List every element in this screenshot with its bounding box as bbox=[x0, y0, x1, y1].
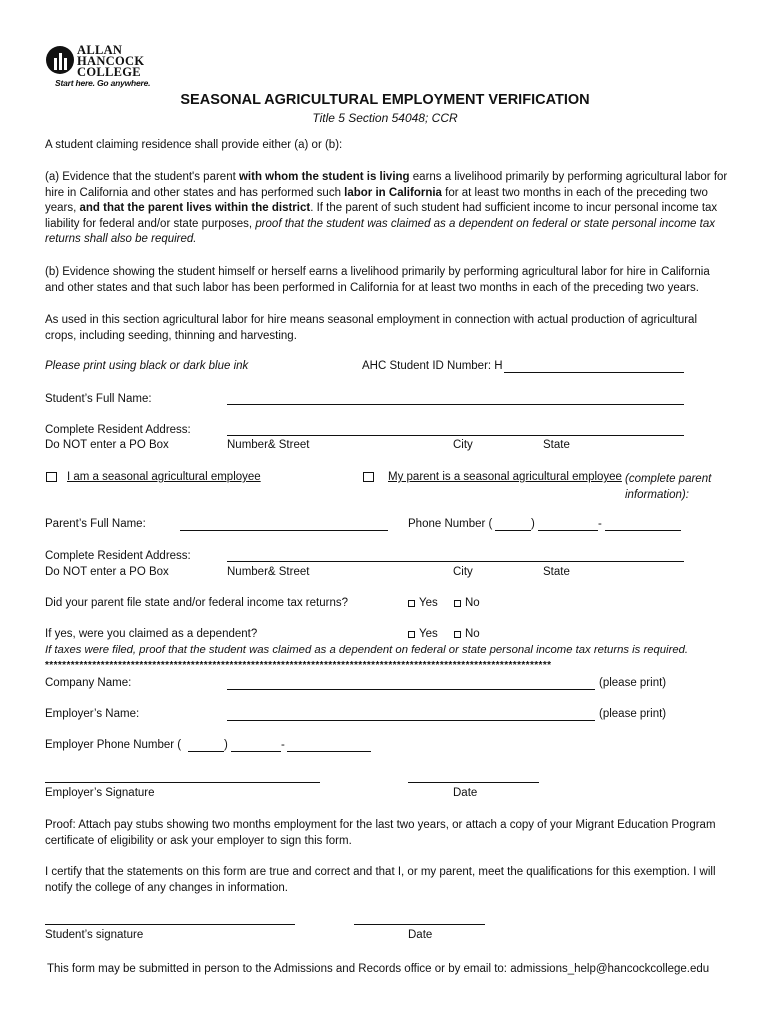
parent-address-field[interactable] bbox=[227, 561, 684, 562]
paragraph-definition: As used in this section agricultural labor for hire means seasonal employment in connection with actual production of agricultural crops, including seeding, thinning and harvesting. bbox=[45, 314, 698, 342]
student-signature-field[interactable] bbox=[45, 924, 295, 925]
parent-city-caption: City bbox=[453, 566, 473, 578]
student-name-label: Student’s Full Name: bbox=[45, 393, 152, 405]
tax-no-option[interactable]: No bbox=[454, 597, 480, 609]
phone-dash: - bbox=[598, 518, 602, 530]
self-employee-label: I am a seasonal agricultural employee bbox=[67, 471, 261, 483]
tax-question: Did your parent file state and/or federal income tax returns? bbox=[45, 597, 348, 609]
dependent-note: If taxes were filed, proof that the student was claimed as a dependent on federal or state personal income tax returns is required. bbox=[45, 644, 689, 656]
student-street-caption: Number& Street bbox=[227, 439, 310, 451]
tax-yes-checkbox[interactable] bbox=[408, 600, 415, 607]
logo-line-1: ALLAN bbox=[77, 43, 123, 57]
employer-date-field[interactable] bbox=[408, 782, 539, 783]
certify-text: I certify that the statements on this form are true and correct and that I, or my parent, meet the qualifications for this exemption. I will notify the college of any changes in information. bbox=[45, 866, 716, 894]
dependent-yes-option[interactable]: Yes bbox=[408, 628, 438, 640]
form-title: SEASONAL AGRICULTURAL EMPLOYMENT VERIFICATION bbox=[180, 92, 590, 108]
paragraph-a: (a) Evidence that the student's parent with whom the student is living earns a livelihood primarily by performing agricultural labor for hire in California and other states and has performed such labor in California for at least two months in each of the preceding two years, and that the parent lives within the district. If the parent of such student had sufficient income to incur personal income tax liability for federal and/or state purposes, proof that the student was claimed as a dependent on federal or state personal income tax returns shall also be required. bbox=[45, 171, 728, 246]
company-please-print: (please print) bbox=[599, 677, 667, 689]
intro-text: A student claiming residence shall provide either (a) or (b): bbox=[45, 139, 343, 151]
employer-phone-line-field[interactable] bbox=[287, 751, 371, 752]
parent-employee-label: My parent is a seasonal agricultural employee bbox=[388, 471, 622, 483]
proof-text: Proof: Attach pay stubs showing two months employment for the last two years, or attach a copy of your Migrant Education Program certificate of eligibility or ask your employer to sign this form. bbox=[45, 819, 716, 847]
phone-paren: ) bbox=[531, 518, 535, 530]
student-state-caption: State bbox=[543, 439, 570, 451]
student-signature-caption: Student’s signature bbox=[45, 929, 144, 941]
employer-phone-label: Employer Phone Number ( bbox=[45, 739, 182, 751]
student-date-caption: Date bbox=[408, 929, 433, 941]
parent-employee-checkbox[interactable] bbox=[363, 472, 374, 482]
employer-date-caption: Date bbox=[453, 787, 478, 799]
employer-signature-field[interactable] bbox=[45, 782, 320, 783]
tax-no-checkbox[interactable] bbox=[454, 600, 461, 607]
student-name-field[interactable] bbox=[227, 404, 684, 405]
logo-tagline: Start here. Go anywhere. bbox=[55, 78, 151, 88]
student-address-field[interactable] bbox=[227, 435, 684, 436]
employer-phone-paren: ) bbox=[224, 739, 228, 751]
employer-phone-dash: - bbox=[281, 739, 285, 751]
phone-line-field[interactable] bbox=[605, 530, 681, 531]
dependent-no-option[interactable]: No bbox=[454, 628, 480, 640]
employer-name-label: Employer’s Name: bbox=[45, 708, 140, 720]
form-subtitle: Title 5 Section 54048; CCR bbox=[312, 111, 458, 125]
student-address-label: Complete Resident Address: bbox=[45, 424, 191, 436]
parent-no-po-box: Do NOT enter a PO Box bbox=[45, 566, 169, 578]
paragraph-b: (b) Evidence showing the student himself or herself earns a livelihood primarily by performing agricultural labor for hire in California and other states and that such labor has been performed in California for at least two months in each of the preceding two years. bbox=[45, 266, 710, 294]
student-id-label: AHC Student ID Number: H bbox=[362, 360, 503, 372]
student-no-po-box: Do NOT enter a PO Box bbox=[45, 439, 169, 451]
tax-yes-option[interactable]: Yes bbox=[408, 597, 438, 609]
parent-employee-note: (complete parent information): bbox=[625, 473, 712, 501]
employer-please-print: (please print) bbox=[599, 708, 667, 720]
print-note: Please print using black or dark blue ink bbox=[45, 360, 249, 372]
student-id-field[interactable] bbox=[504, 372, 684, 373]
company-name-field[interactable] bbox=[227, 689, 595, 690]
dependent-yes-checkbox[interactable] bbox=[408, 631, 415, 638]
dependent-question: If yes, were you claimed as a dependent? bbox=[45, 628, 258, 640]
self-employee-checkbox[interactable] bbox=[46, 472, 57, 482]
footer-note: This form may be submitted in person to the Admissions and Records office or by email to: admissions_help@hancockcollege.edu bbox=[47, 963, 710, 975]
student-date-field[interactable] bbox=[354, 924, 485, 925]
parent-name-field[interactable] bbox=[180, 530, 388, 531]
parent-state-caption: State bbox=[543, 566, 570, 578]
logo-line-3: COLLEGE bbox=[77, 65, 141, 79]
student-city-caption: City bbox=[453, 439, 473, 451]
employer-phone-area-field[interactable] bbox=[188, 751, 224, 752]
logo-line-2: HANCOCK bbox=[77, 54, 145, 68]
phone-prefix-field[interactable] bbox=[538, 530, 598, 531]
company-name-label: Company Name: bbox=[45, 677, 132, 689]
dependent-no-checkbox[interactable] bbox=[454, 631, 461, 638]
college-logo bbox=[44, 44, 164, 92]
phone-label: Phone Number ( bbox=[408, 518, 493, 530]
employer-name-field[interactable] bbox=[227, 720, 595, 721]
parent-name-label: Parent’s Full Name: bbox=[45, 518, 146, 530]
parent-street-caption: Number& Street bbox=[227, 566, 310, 578]
star-separator: ********************************************************************************************************************** bbox=[45, 660, 552, 671]
college-logo-mark-icon bbox=[46, 46, 74, 74]
phone-area-code-field[interactable] bbox=[495, 530, 531, 531]
employer-phone-prefix-field[interactable] bbox=[231, 751, 281, 752]
employer-signature-caption: Employer’s Signature bbox=[45, 787, 155, 799]
parent-address-label: Complete Resident Address: bbox=[45, 550, 191, 562]
